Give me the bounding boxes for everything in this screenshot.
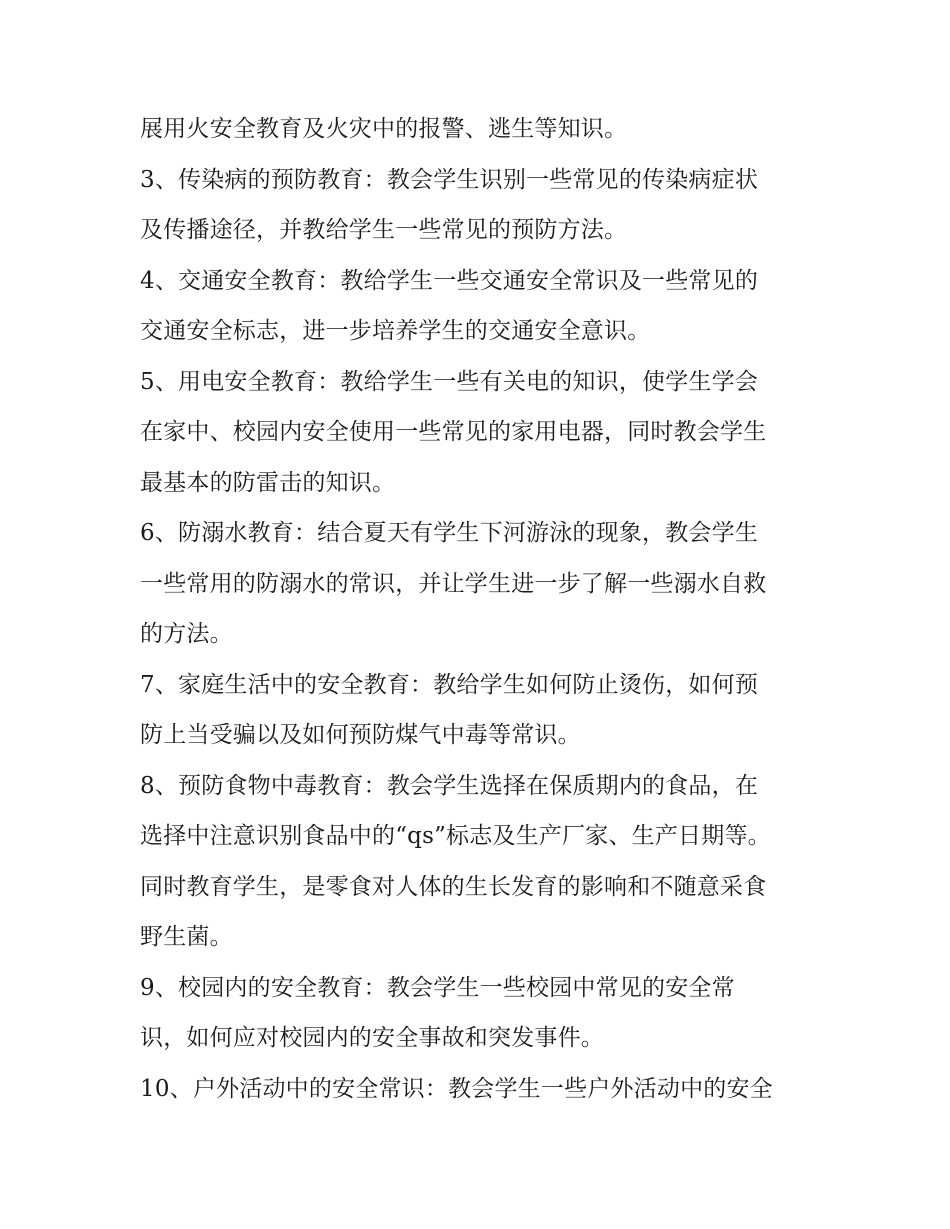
text-line: 及传播途径，并教给学生一些常见的预防方法。	[140, 217, 628, 243]
text-line: 8、预防食物中毒教育：教会学生选择在保质期内的食品，在	[140, 772, 759, 799]
text-line: 识，如何应对校园内的安全事故和突发事件。	[140, 1025, 604, 1051]
text-line: 9、校园内的安全教育：教会学生一些校园中常见的安全常	[140, 974, 735, 1001]
text-line: 的方法。	[140, 621, 233, 647]
text-line: 最基本的防雷击的知识。	[140, 469, 396, 496]
text-line: 一些常用的防溺水的常识，并让学生进一步了解一些溺水自救	[140, 570, 767, 597]
text-line: 同时教育学生，是零食对人体的生长发育的影响和不随意采食	[140, 873, 767, 900]
text-line: 7、家庭生活中的安全教育：教给学生如何防止烫伤，如何预	[140, 671, 759, 698]
text-line: 防上当受骗以及如何预防煤气中毒等常识。	[140, 722, 581, 748]
text-line: 选择中注意识别食品中的“qs”标志及生产厂家、生产日期等。	[140, 823, 771, 849]
document-body	[140, 104, 820, 1114]
text-line: 交通安全标志，进一步培养学生的交通安全意识。	[140, 318, 651, 344]
text-line: 4、交通安全教育：教给学生一些交通安全常识及一些常见的	[140, 267, 759, 294]
text-line: 10、户外活动中的安全常识：教会学生一些户外活动中的安全	[140, 1075, 773, 1102]
text-line: 野生菌。	[140, 924, 233, 950]
text-line: 5、用电安全教育：教给学生一些有关电的知识，使学生学会	[140, 368, 759, 395]
text-line: 展用火安全教育及火灾中的报警、逃生等知识。	[140, 116, 628, 142]
text-line: 在家中、校园内安全使用一些常见的家用电器，同时教会学生	[140, 419, 767, 445]
text-line: 6、防溺水教育：结合夏天有学生下河游泳的现象，教会学生	[140, 520, 759, 546]
text-line: 3、传染病的预防教育：教会学生识别一些常见的传染病症状	[140, 166, 759, 193]
